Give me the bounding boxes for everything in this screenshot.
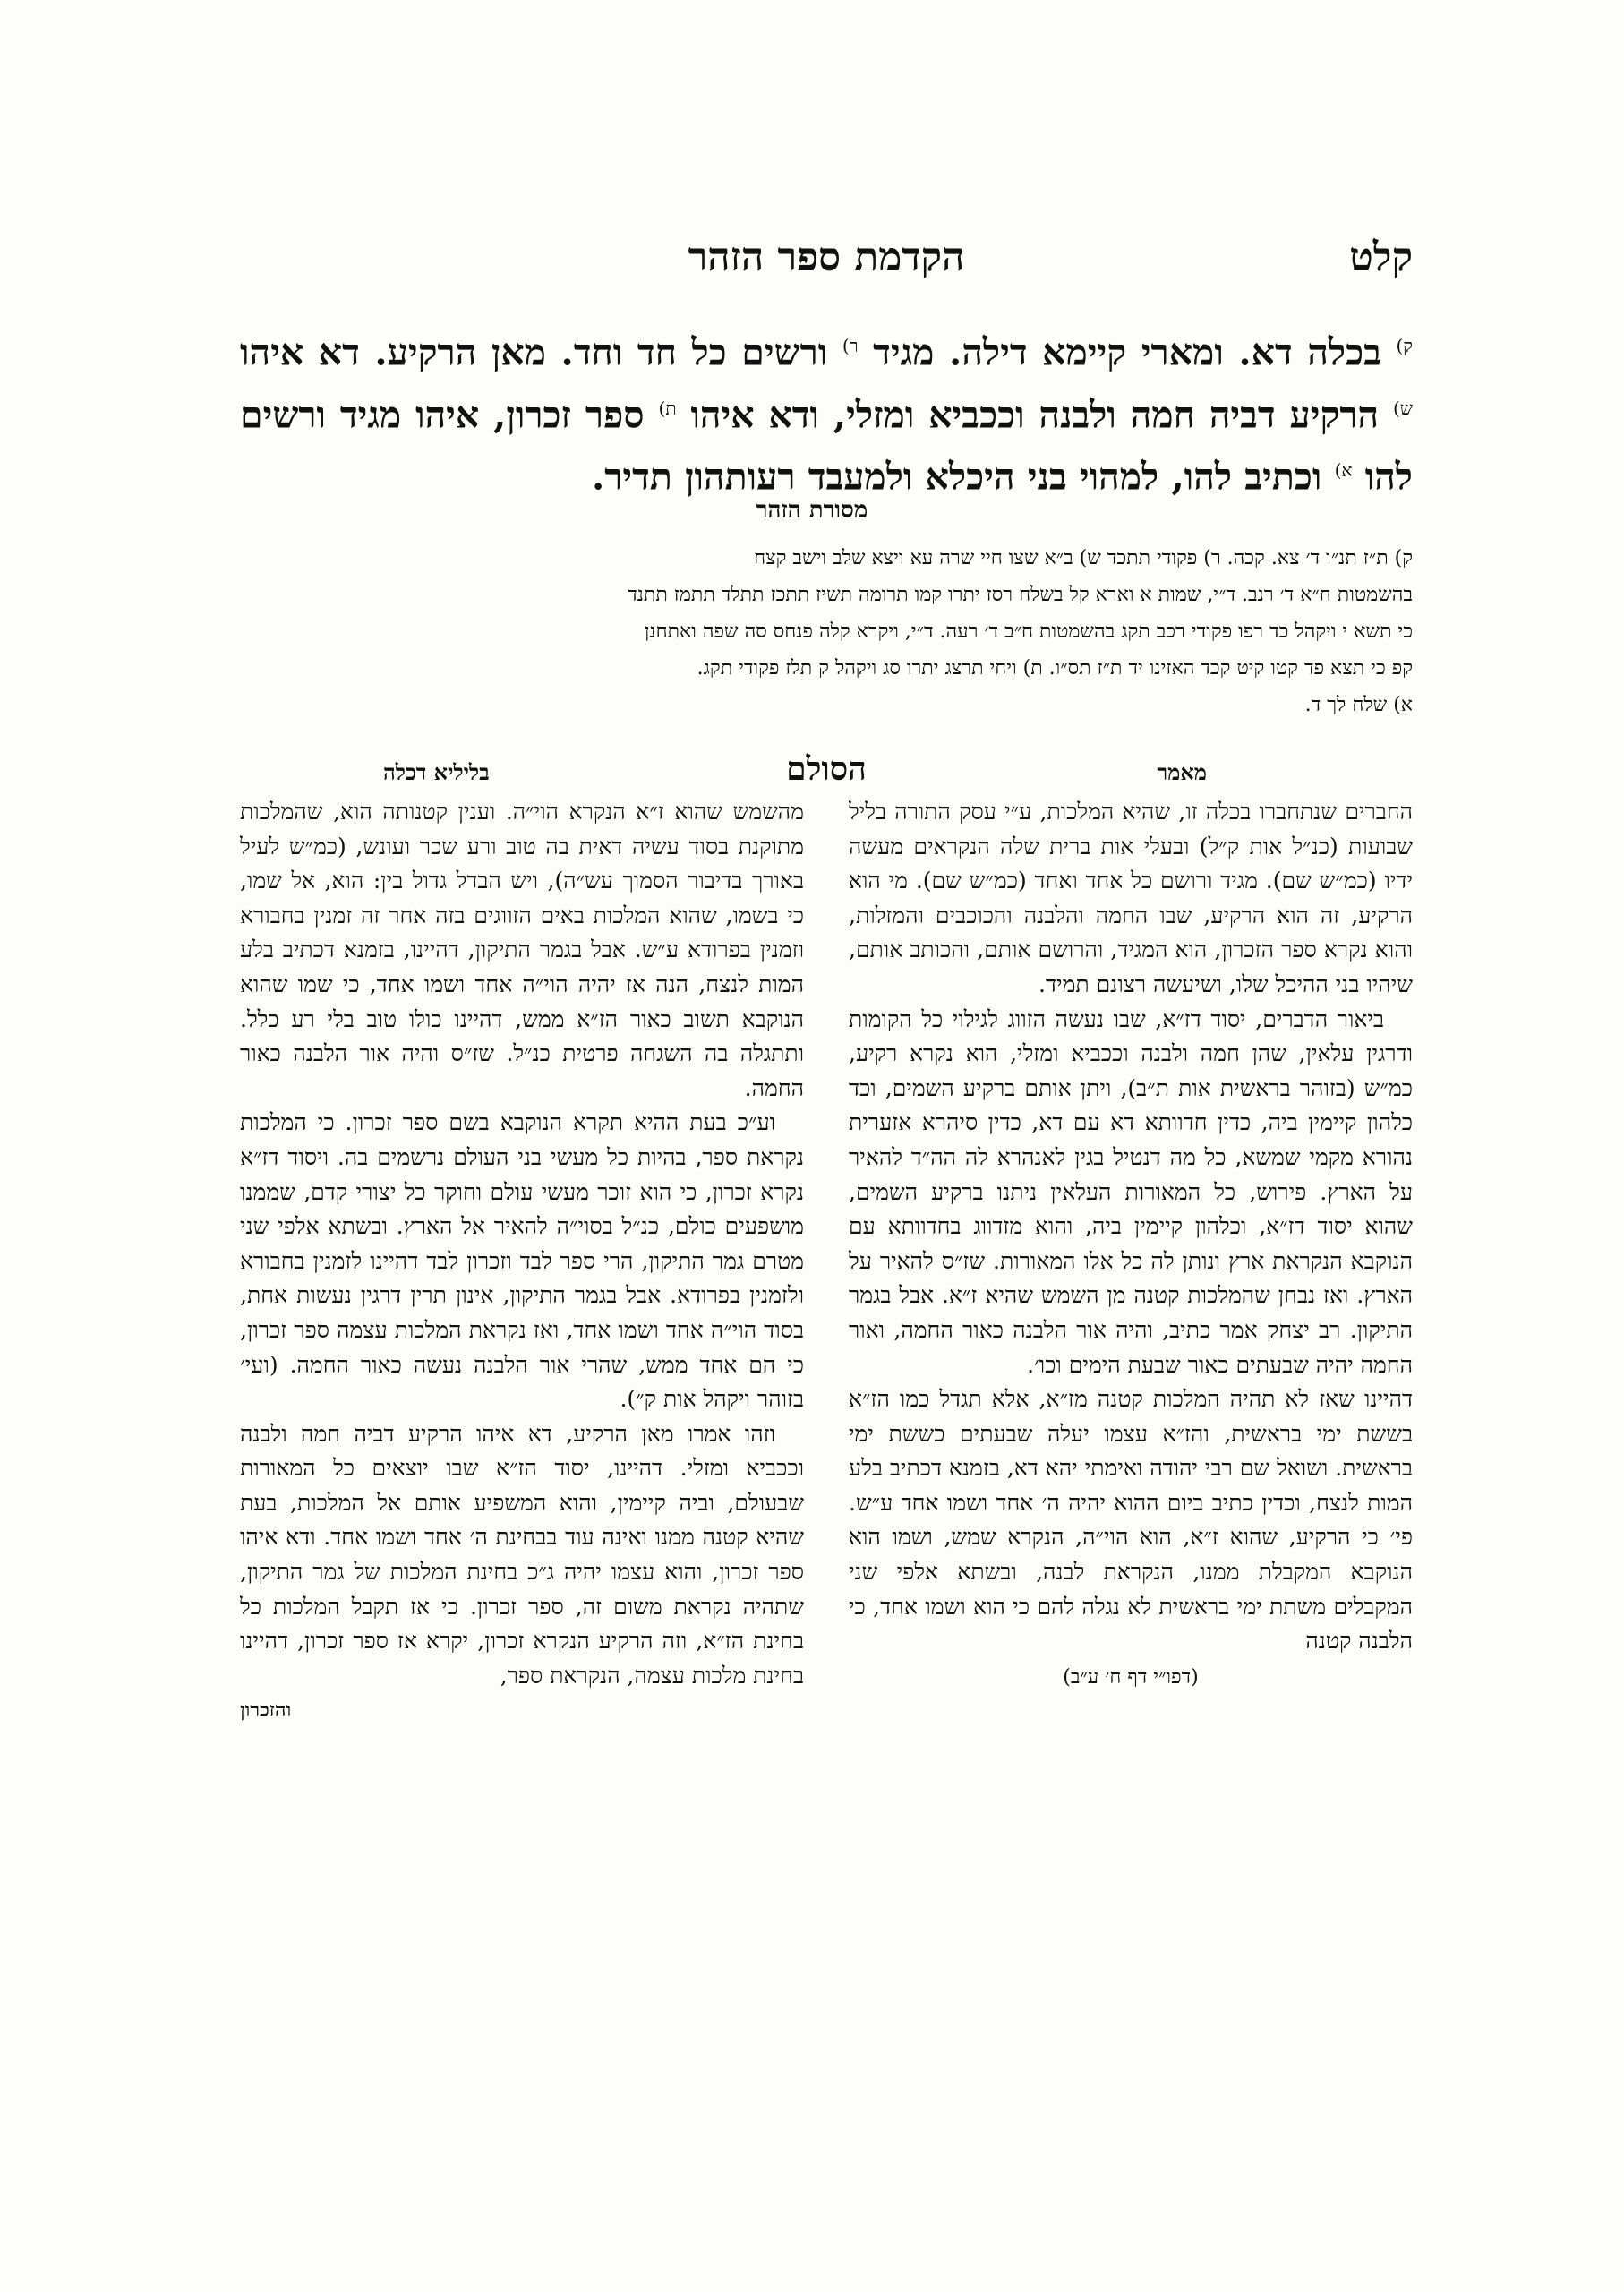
zohar-text-segment: ספר זכרון, איהו מגיד ורשים להו bbox=[240, 393, 1413, 499]
page-title: הקדמת ספר הזהר bbox=[688, 235, 965, 280]
mesoret-line: א) שלח לך ד. bbox=[1304, 694, 1413, 716]
column-heading-right: מאמר bbox=[1157, 759, 1207, 785]
note-marker: ק) bbox=[1396, 335, 1414, 356]
commentary-title: הסולם bbox=[786, 750, 867, 788]
mesoret-references bbox=[249, 540, 1413, 723]
note-marker: ת) bbox=[658, 397, 677, 419]
page-number: קלט bbox=[1349, 235, 1413, 280]
zohar-text-segment: וכתיב להו, למהוי בני היכלא ולמעבד רעותהון תדיר. bbox=[591, 455, 1322, 499]
commentary-paragraph: ביאור הדברים, יסוד דז״א, שבו נעשה הזווג לגילוי כל הקומות ודרגין עלאין, שהן חמה ולבנה וככביא ומזלי, הוא נקרא רקיע, כמ״ש (בזוהר בראשית אות ת״ב), ויתן אותם ברקיע השמים, וכד כלהון קיימין ביה, כדין חדוותא דא עם דא, כדין סיהרא אזערית נהורא מקמי שמשא, כל מה דנטיל בגין לאנהרא לה הה״ד להאיר על הארץ. פירוש, כל המאורות העלאין ניתנו ברקיע השמים, שהוא יסוד דז״א, וכלהון קיימין ביה, והוא מזדווג בחדוותא עם הנוקבא הנקראת ארץ ונותן לה כל אלו המאורות. שז״ס להאיר על הארץ. ואז נבחן שהמלכות קטנה מן השמש שהיא ז״א. אבל בגמר התיקון. רב יצחק אמר כתיב, והיה אור הלבנה כאור החמה, ואור החמה יהיה שבעתים כאור שבעת הימים וכו׳. bbox=[849, 1005, 1414, 1378]
column-headings bbox=[240, 750, 1413, 795]
commentary-column-right bbox=[849, 795, 1413, 1695]
zohar-text-segment: הרקיע דביה חמה ולבנה וככביא ומזלי, ודא איהו bbox=[690, 393, 1380, 437]
catchword-text: והזכרון bbox=[240, 1698, 292, 1723]
zohar-main-text bbox=[240, 318, 1413, 505]
commentary-paragraph: וע״כ בעת ההיא תקרא הנוקבא בשם ספר זכרון. כי המלכות נקראת ספר, בהיות כל מעשי בני העולם נרשמים בה. ויסוד דז״א נקרא זכרון, כי הוא זוכר מעשי עולם וחוקר כל יצורי קדם, שממנו מושפעים כולם, כנ״ל בסוי״ה להאיר אל הארץ. ובשתא אלפי שני מטרם גמר התיקון, הרי ספר לבד וזכרון לבד דהיינו לזמנין בחבורא ולזמנין בפרודא. אבל בגמר התיקון, אינון תרין דרגין נעשות אחת, בסוד הוי״ה אחד ושמו אחד, ואז נקראת המלכות עצמה ספר זכרון, כי הם אחד ממש, שהרי אור הלבנה נעשה כאור החמה. (ועי׳ בזוהר ויקהל אות ק״). bbox=[240, 1109, 804, 1413]
commentary-paragraph: מהשמש שהוא ז״א הנקרא הוי״ה. וענין קטנותה הוא, שהמלכות מתוקנת בסוד עשיה דאית בה טוב ורע שכר ועונש, (כמ״ש לעיל באורך בדיבור הסמוך עש״ה), ויש הבדל גדול בין: הוא, אל שמו, כי בשמו, שהוא המלכות באים הזווגים בזה אחר זה זמנין בחבורא וזמנין בפרודא ע״ש. אבל בגמר התיקון, דהיינו, בזמנא דכתיב בלע המות לנצח, הנה אז יהיה הוי״ה אחד ושמו אחד, כי שמו שהוא הנוקבא תשוב כאור הז״א ממש, דהיינו כולו טוב בלי רע כלל. ותתגלה בה השגחה פרטית כנ״ל. שז״ס והיה אור הלבנה כאור החמה. bbox=[240, 799, 804, 1101]
zohar-text-segment: ורשים כל חד וחד. מאן הרקיע. דא איהו bbox=[240, 330, 828, 374]
note-marker: ש) bbox=[1393, 397, 1414, 419]
column-heading-left: בליליא דכלה bbox=[383, 759, 490, 785]
mesoret-line: קפ כי תצא פד קטו קיט קכד האזינו יד ת״ז תס״ו. ת) ויחי תרצג יתרו סג ויקהל ק תלז פקודי תקג. bbox=[697, 657, 1413, 680]
catchword bbox=[240, 1693, 804, 1728]
commentary-paragraph: וזהו אמרו מאן הרקיע, דא איהו הרקיע דביה חמה ולבנה וככביא ומזלי. דהיינו, יסוד הז״א שבו יוצאים כל המאורות שבעולם, וביה קיימין, והוא המשפיע אותם אל המלכות, בעת שהיא קטנה ממנו ואינה עוד בבחינת ה׳ אחד ושמו אחד. ודא איהו ספר זכרון, והוא עצמו יהיה ג״כ בחינת המלכות של גמר התיקון, שתהיה נקראת משום זה, ספר זכרון. כי אז תקבל המלכות כל בחינת הז״א, וזה הרקיע הנקרא זכרון, יקרא אז ספר זכרון, דהיינו בחינת מלכות עצמה, הנקראת ספר, bbox=[240, 1420, 804, 1689]
mesoret-heading: מסורת הזהר bbox=[756, 497, 868, 524]
note-marker: א) bbox=[1334, 459, 1353, 482]
mesoret-line: כי תשא י ויקהל כד רפו פקודי רכב תקג בהשמטות ח״ב ד׳ רעה. ד״י, ויקרא קלה פנחס סה שפה ואתחנן bbox=[644, 620, 1413, 643]
mesoret-line: בהשמטות ח״א ד׳ רנב. ד״י, שמות א וארא קל בשלח רסז יתרו קמו תרומה תשיז תתכז תתלד תתמז תתנד bbox=[628, 584, 1413, 606]
commentary-paragraph: דהיינו שאז לא תהיה המלכות קטנה מז״א, אלא תגדל כמו הז״א בששת ימי בראשית, והז״א עצמו יעלה שבעתים כששת ימי בראשית. ושואל שם רבי יהודה ואימתי יהא דא, בזמנא דכתיב בלע המות לנצח, וכדין כתיב ביום ההוא יהיה ה׳ אחד ושמו אחד ע״ש. פי׳ כי הרקיע, שהוא ז״א, הוא הוי״ה, הנקרא שמש, ושמו הוא הנוקבא המקבלת ממנו, הנקראת לבנה, ובשתא אלפי שני המקבלים משתת ימי בראשית לא נגלה להם כי הוא ושמו אחד, כי הלבנה קטנה bbox=[849, 1386, 1413, 1655]
commentary-paragraph: החברים שנתחברו בכלה זו, שהיא המלכות, ע״י עסק התורה בליל שבועות (כנ״ל אות ק״ל) ובעלי אות ברית שלה הנקראים מעשה ידיו (כמ״ש שם). מגיד ורושם כל אחד ואחד (כמ״ש שם). מי הוא הרקיע, זה הוא הרקיע, שבו החמה והלבנה והכוכבים והמזלות, והוא נקרא ספר הזכרון, הוא המגיד, והרושם אותם, והכותב אותם, שיהיו בני ההיכל שלו, ושיעשה רצונם תמיד. bbox=[849, 799, 1413, 997]
running-head bbox=[240, 235, 1413, 288]
page-reference: (דפו״י דף ח׳ ע״ב) bbox=[1063, 1665, 1199, 1689]
commentary-column-left bbox=[240, 795, 804, 1728]
mesoret-line: ק) ת״ז תנ״ו ד׳ צא. קכה. ר) פקודי תתכד ש) ב״א שצו חיי שרה עא ויצא שלב וישב קצח bbox=[754, 547, 1413, 569]
note-marker: ר) bbox=[842, 335, 859, 356]
zohar-text-segment: בכלה דא. ומארי קיימא דילה. מגיד bbox=[873, 330, 1381, 374]
